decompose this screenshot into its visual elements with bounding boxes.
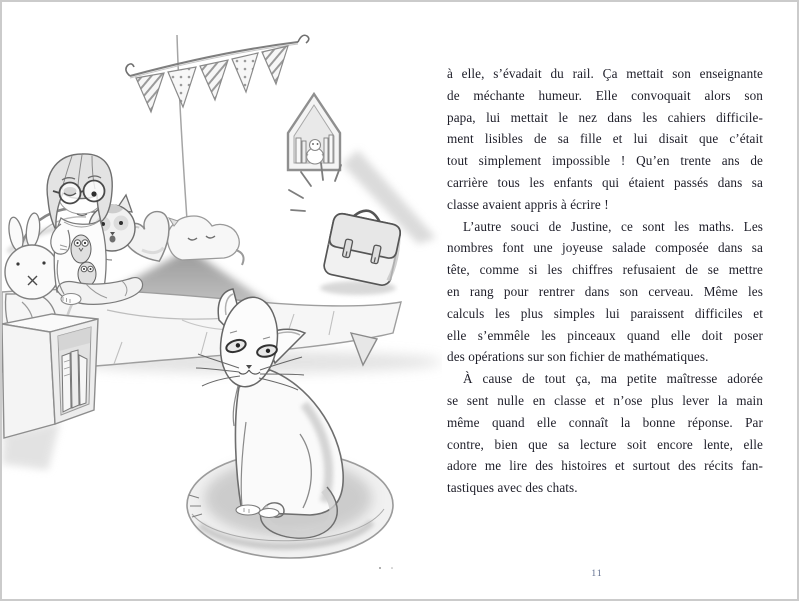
text-line: même quand elle connaît la bonne réponse. Par: [447, 414, 763, 430]
bedroom-illustration: [2, 2, 442, 599]
text-line: tête, comme si les chiffres refusaient de se mettre: [447, 262, 763, 278]
bunting-flags: [126, 35, 309, 112]
school-satchel: [289, 163, 405, 295]
text-line: se sent nulle en classe et n’ose plus lever la main: [447, 392, 763, 408]
text-line: papa, lui mettait le nez dans les cahiers difficile-: [447, 109, 763, 125]
text-line: elle s’emmêle les pinceaux quand elle doit poser: [447, 327, 763, 343]
text-line: ment lisibles de sa fille et lui disait que c’était: [447, 131, 763, 147]
paragraph: [447, 63, 763, 216]
text-line: de méchante humeur. Elle convoquait alors son: [447, 87, 763, 103]
book-text-column: [447, 63, 763, 499]
text-line: des opérations sur son fichier de mathématiques.: [447, 349, 709, 365]
cube-bookcase: [2, 314, 98, 470]
text-line: classe avaient appris à écrire !: [447, 196, 609, 212]
text-line: carrière tous les enfants qui étaient passés dans sa: [447, 174, 763, 190]
text-line: À cause de tout ça, ma petite maîtresse adorée: [463, 371, 763, 387]
text-line: à elle, s’évadait du rail. Ça mettait son enseignante: [447, 66, 763, 81]
page-number: 11: [591, 569, 603, 579]
paragraph: [447, 216, 763, 369]
text-line: calculs les plus simples lui paraissent difficiles et: [447, 305, 763, 321]
text-line: adore me lire des histoires et surtout des récits fan-: [447, 458, 763, 474]
paragraph: [447, 368, 763, 499]
text-line: tout simplement impossible ! Qu’en trente ans de: [447, 153, 763, 169]
text-line: en rang pour rentrer dans son cerveau. Même les: [447, 283, 763, 299]
text-line: tastiques avec des chats.: [447, 480, 578, 496]
text-line: contre, bien que sa lecture soit encore lente, elle: [447, 436, 763, 452]
text-line: L’autre souci de Justine, ce sont les maths. Les: [463, 218, 763, 234]
text-line: nombres font une joyeuse salade composée dans sa: [447, 240, 763, 256]
sleeping-plush: [167, 216, 243, 265]
